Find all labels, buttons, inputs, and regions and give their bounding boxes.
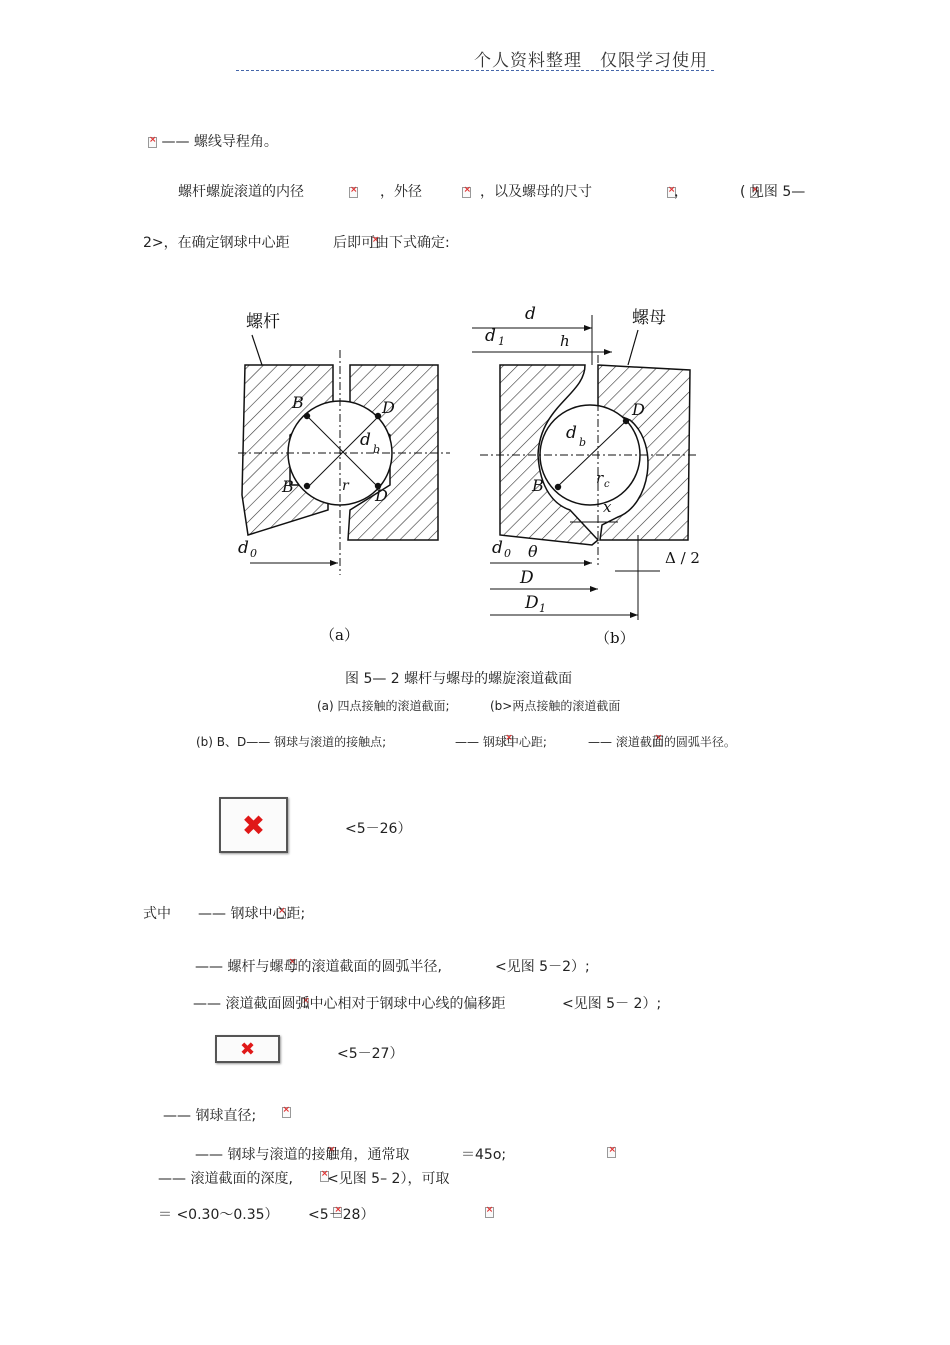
label-x: x	[603, 498, 612, 516]
point-B-lower: B	[282, 477, 294, 496]
label-d1-sub: 1	[498, 335, 505, 348]
where-arc-radius-ref: <见图 5－2）;	[495, 959, 590, 975]
broken-image-icon: ✖	[219, 797, 288, 853]
point-D-upper: D	[382, 398, 395, 417]
label-D1-sub: 1	[539, 602, 546, 615]
label-d0-b: d	[492, 538, 503, 558]
broken-image-icon: ✖	[215, 1035, 280, 1063]
label-db-a-sub: b	[373, 443, 381, 456]
point-B-upper: B	[292, 393, 304, 412]
subfigure-b-label: （b）	[595, 629, 635, 647]
equation-number-28: <5－28）	[308, 1207, 375, 1223]
raceway-depth-text: —— 滚道截面的深度,	[158, 1171, 293, 1187]
nut-size-text: ，以及螺母的尺寸	[480, 184, 592, 200]
label-d0-a: d	[238, 538, 249, 558]
equation-number-26: <5－26）	[345, 821, 412, 837]
raceway-inner-diameter-text: 螺杆螺旋滚道的内径	[178, 184, 304, 200]
contact-angle-value: ＝45o;	[461, 1147, 507, 1163]
figure-note-a: (a) 四点接触的滚道截面;	[317, 699, 450, 713]
label-d0-b-sub: 0	[504, 547, 511, 560]
point-B-b: B	[532, 476, 544, 495]
equation-28-expression: ＝ <0.30～0.35）	[158, 1207, 279, 1223]
page-header: 个人资料整理 仅限学习使用	[474, 51, 708, 71]
outer-diameter-text: ，外径	[380, 184, 422, 200]
comma-text: ，	[674, 184, 688, 200]
label-d: d	[525, 304, 536, 324]
label-delta: Δ / 2	[665, 549, 700, 567]
point-D-lower: D	[375, 486, 388, 505]
lead-angle-text: —— 螺线导程角。	[161, 134, 278, 150]
equation-number-27: <5－27）	[337, 1046, 404, 1062]
label-d1: d	[485, 326, 496, 346]
where-offset-ref: <见图 5－ 2）;	[562, 996, 662, 1012]
label-db-a: d	[360, 430, 371, 450]
nut-label: 螺母	[632, 308, 666, 328]
label-rc-a: r	[342, 478, 349, 494]
where-label: 式中	[143, 906, 171, 922]
broken-image-icon	[485, 1207, 494, 1218]
label-rc-b: r	[596, 469, 604, 487]
screw-label: 螺杆	[246, 312, 280, 332]
where-center-distance: —— 钢球中心距;	[198, 906, 306, 922]
label-d0-a-sub: 0	[250, 547, 257, 560]
ball-center-distance-text: 2>，在确定钢球中心距	[143, 235, 290, 251]
broken-image-icon	[462, 187, 471, 198]
figure-note-contact-points: (b) B、D—— 钢球与滚道的接触点;	[196, 735, 387, 749]
broken-image-icon	[282, 1107, 291, 1118]
label-h: h	[560, 332, 570, 350]
broken-image-icon	[349, 187, 358, 198]
figure-a	[238, 312, 450, 644]
figure-note-b: (b>两点接触的滚道截面	[490, 699, 621, 713]
header-divider	[236, 70, 714, 71]
label-db-b: d	[566, 423, 577, 443]
raceway-section-figure	[220, 295, 720, 655]
label-theta: θ	[528, 542, 538, 561]
where-arc-radius: —— 螺杆与螺母的滚道截面的圆弧半径,	[195, 959, 442, 975]
contact-angle-text: —— 钢球与滚道的接触角，通常取	[195, 1147, 410, 1163]
figure-b	[472, 304, 700, 647]
ball-diameter-text: —— 钢球直径;	[163, 1108, 257, 1124]
subfigure-a-label: （a）	[320, 626, 359, 644]
where-offset: —— 滚道截面圆弧中心相对于钢球中心线的偏移距	[193, 996, 506, 1012]
figure-note-arc-radius: —— 滚道截面的圆弧半径。	[588, 735, 736, 749]
raceway-depth-ref: <见图 5– 2），可取	[327, 1171, 450, 1187]
label-D1: D	[525, 593, 539, 613]
label-db-b-sub: b	[579, 436, 587, 449]
broken-image-icon	[148, 137, 157, 148]
broken-image-icon	[607, 1147, 616, 1158]
formula-intro-text: 后即可由下式确定:	[333, 235, 450, 251]
see-figure-text: ( 见图 5—	[740, 184, 806, 200]
point-D-b: D	[632, 400, 645, 419]
figure-note-center-distance: —— 钢球中心距;	[455, 735, 547, 749]
figure-caption: 图 5— 2 螺杆与螺母的螺旋滚道截面	[345, 671, 573, 687]
label-D: D	[520, 568, 534, 588]
label-rc-b-sub: c	[604, 479, 610, 490]
text-line-1	[148, 131, 278, 151]
